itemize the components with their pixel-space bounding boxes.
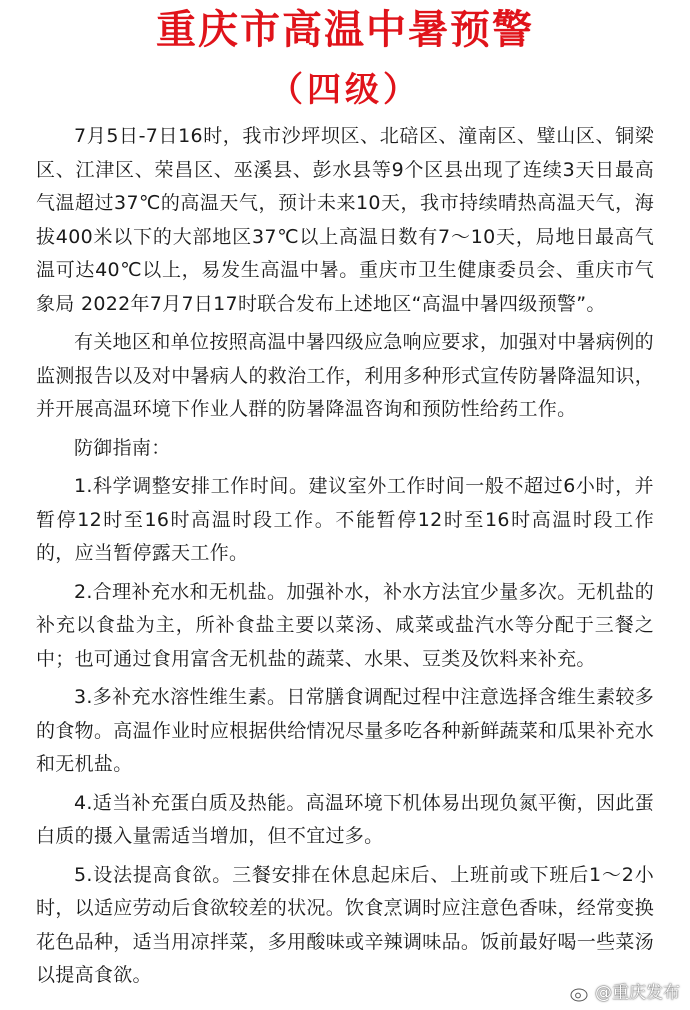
source-watermark [569, 982, 680, 1004]
paragraph-intro: 7月5日-7日16时，我市沙坪坝区、北碚区、潼南区、璧山区、铜梁区、江津区、荣昌区、巫溪县、彭水县等9个区县出现了连续3天日最高气温超过37℃的高温天气，预计未来10天，我市持续晴热高温天气，海拔400米以下的大部地区37℃以上高温日数有7～10天，局地日最高气温可达40℃以上，易发生高温中暑。重庆市卫生健康委员会、重庆市气象局 2022年7月7日17时联合发布上述地区“高温中暑四级预警”。 [36, 125, 654, 315]
document-body [36, 120, 654, 998]
guide-item-3: 3.多补充水溶性维生素。日常膳食调配过程中注意选择含维生素较多的食物。高温作业时应根据供给情况尽量多吃各种新鲜蔬菜和瓜果补充水和无机盐。 [36, 686, 654, 775]
guide-item-1: 1.科学调整安排工作时间。建议室外工作时间一般不超过6小时，并暂停12时至16时高温时段工作。不能暂停12时至16时高温时段工作的，应当暂停露天工作。 [36, 475, 654, 564]
paragraph-response: 有关地区和单位按照高温中暑四级应急响应要求，加强对中暑病例的监测报告以及对中暑病人的救治工作，利用多种形式宣传防暑降温知识，并开展高温环境下作业人群的防暑降温咨询和预防性给药工作。 [36, 331, 654, 420]
weibo-icon [569, 982, 591, 1004]
warning-level: （四级） [269, 70, 421, 110]
paragraph-guide-heading: 防御指南： [74, 436, 171, 459]
watermark-text: @重庆发布 [595, 983, 680, 1003]
guide-item-5: 5.设法提高食欲。三餐安排在休息起床后、上班前或下班后1～2小时，以适应劳动后食欲较差的状况。饮食烹调时应注意色香味，经常变换花色品种，适当用凉拌菜，多用酸味或辛辣调味品。饭前最好喝一些菜汤以提高食欲。 [36, 863, 654, 986]
document-title: 重庆市高温中暑预警 [156, 7, 534, 53]
guide-item-4: 4.适当补充蛋白质及热能。高温环境下机体易出现负氮平衡，因此蛋白质的摄入量需适当增加，但不宜过多。 [36, 791, 654, 847]
guide-item-2: 2.合理补充水和无机盐。加强补水，补水方法宜少量多次。无机盐的补充以食盐为主，所补食盐主要以菜汤、咸菜或盐汽水等分配于三餐之中；也可通过食用富含无机盐的蔬菜、水果、豆类及饮料来补充。 [36, 580, 654, 670]
